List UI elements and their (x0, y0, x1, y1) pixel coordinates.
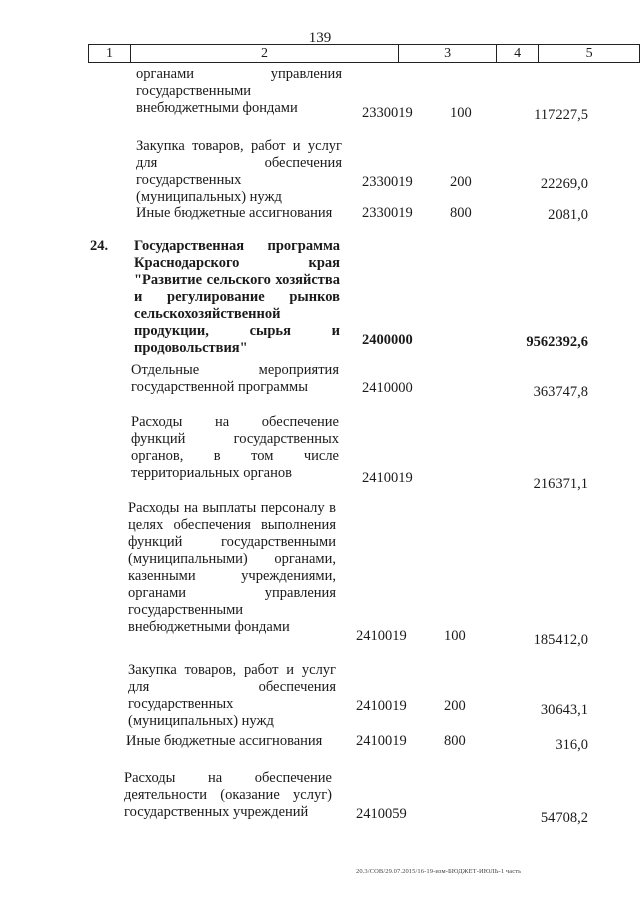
table-row (0, 138, 640, 205)
table-row (0, 733, 640, 753)
row-expense-type: 800 (450, 205, 472, 221)
row-code: 2330019 (362, 174, 413, 190)
row-code: 2410059 (356, 806, 407, 822)
row-code: 2410019 (356, 733, 407, 749)
row-amount: 54708,2 (540, 810, 588, 826)
row-description: Иные бюджетные ассигнования (126, 733, 323, 749)
table-row (0, 205, 640, 225)
table-row (0, 500, 640, 650)
row-expense-type: 200 (450, 174, 472, 190)
row-amount: 363747,8 (533, 384, 588, 400)
row-amount: 216371,1 (533, 476, 588, 492)
column-header-1: 1 (89, 45, 131, 63)
column-header-5: 5 (539, 45, 640, 63)
row-description: Иные бюджетные ассигнования (136, 205, 333, 221)
table-row (0, 362, 640, 402)
row-expense-type: 200 (444, 698, 466, 714)
row-number: 24. (90, 238, 109, 254)
row-code: 2410019 (356, 698, 407, 714)
row-amount: 117227,5 (534, 107, 588, 123)
column-header-4: 4 (497, 45, 539, 63)
row-amount: 316,0 (555, 737, 588, 753)
table-row (0, 66, 640, 122)
table-row (0, 662, 640, 729)
row-expense-type: 100 (450, 105, 472, 121)
row-expense-type: 800 (444, 733, 466, 749)
row-amount: 9562392,6 (526, 334, 588, 350)
row-description: Закупка товаров, работ и услуг для обеспечения государственных (муниципальных) нужд (128, 662, 336, 729)
row-description: органами управления государственными внебюджетными фондами (136, 66, 342, 116)
row-description: Отдельные мероприятия государственной программы (131, 362, 339, 395)
page-number: 139 (308, 30, 332, 46)
row-amount: 30643,1 (540, 702, 588, 718)
row-expense-type: 100 (444, 628, 466, 644)
document-footer-code: 20.3/СОВ/29.07.2015/16-19-изм-БЮДЖЕТ-ИЮЛЬ-1 часть (356, 868, 522, 875)
row-description: Государственная программа Краснодарского края "Развитие сельского хозяйства и регулирование рынков сельскохозяйственной продукции, сырья и продовольствия" (134, 238, 340, 356)
row-description: Расходы на выплаты персоналу в целях обеспечения выполнения функций государственными (муниципальными) органами, казенными учреждениями, органами управления государственными внебюджетными фондами (128, 500, 336, 635)
row-code: 2400000 (362, 332, 413, 348)
row-code: 2410019 (356, 628, 407, 644)
row-code: 2330019 (362, 205, 413, 221)
column-header-table (88, 44, 640, 63)
table-row (0, 770, 640, 826)
table-row (0, 414, 640, 490)
row-code: 2410000 (362, 380, 413, 396)
row-amount: 2081,0 (548, 207, 588, 223)
row-description: Расходы на обеспечение функций государственных органов, в том числе территориальных органов (131, 414, 339, 481)
row-code: 2330019 (362, 105, 413, 121)
row-amount: 22269,0 (540, 176, 588, 192)
row-description: Закупка товаров, работ и услуг для обеспечения государственных (муниципальных) нужд (136, 138, 342, 205)
table-row-program (0, 238, 640, 358)
row-code: 2410019 (362, 470, 413, 486)
row-amount: 185412,0 (533, 632, 588, 648)
column-header-2: 2 (131, 45, 399, 63)
column-header-3: 3 (399, 45, 497, 63)
row-description: Расходы на обеспечение деятельности (оказание услуг) государственных учреждений (124, 770, 332, 820)
